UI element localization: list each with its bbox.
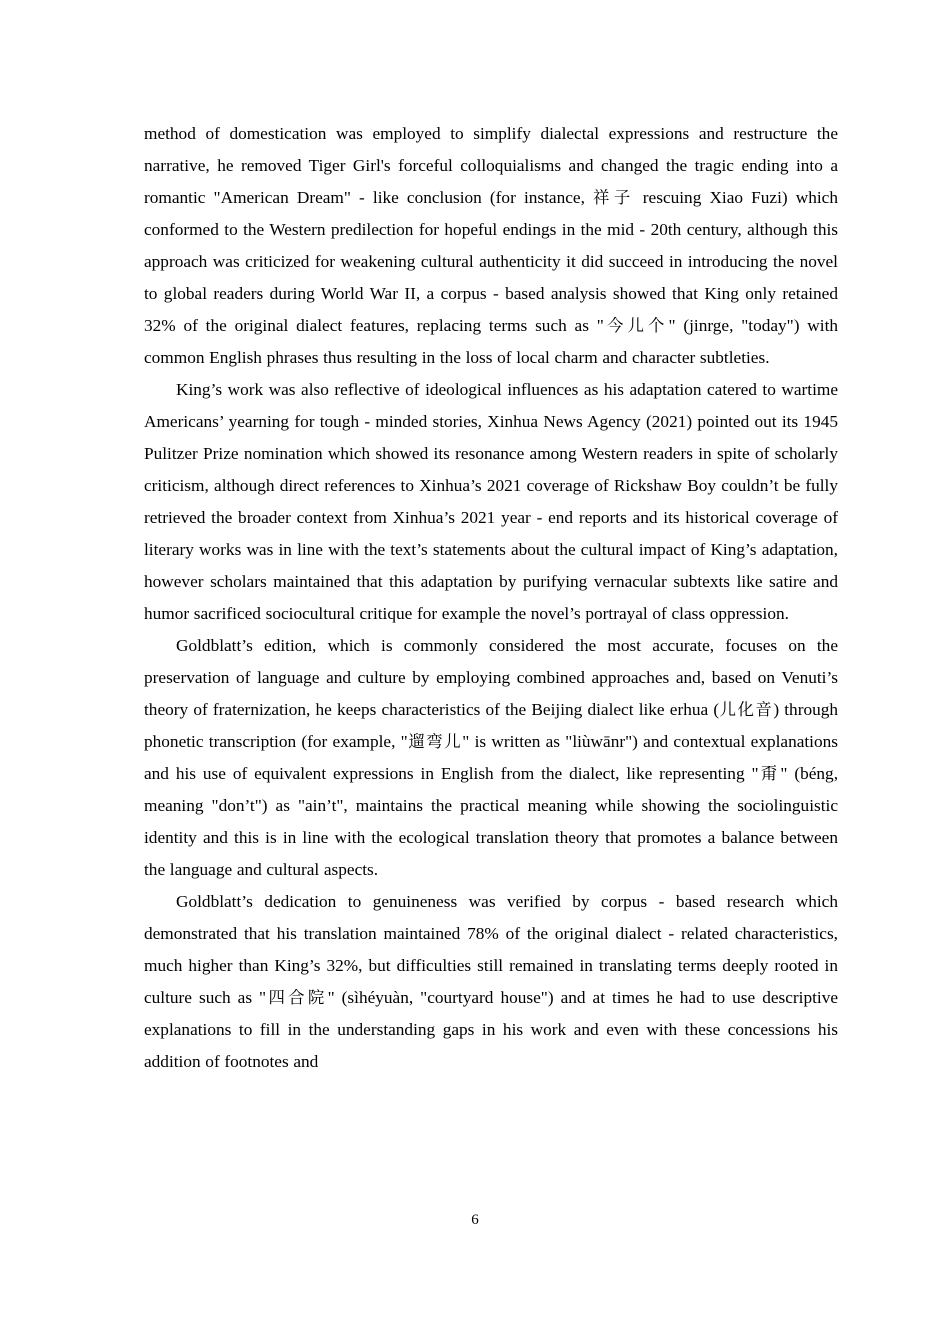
cjk-term: 四合院 [266, 988, 328, 1007]
cjk-term: 儿化音 [719, 700, 774, 719]
para-king-domestication: method of domestication was employed to simplify dialectal expressions and restructure the narrative, he removed Tiger Girl's forceful colloquialisms and changed the tragic ending into a romantic "American Dream" - like conclusion (for instance, 祥子 rescuing Xiao Fuzi) which conformed to the Western predilection for hopeful endings in the mid - 20th century, although this approach was criticized for weakening cultural authenticity it did succeed in introducing the novel to global readers during World War II, a corpus - based analysis showed that King only retained 32% of the original dialect features, replacing terms such as "今儿个" (jinrge, "today") with common English phrases thus resulting in the loss of local charm and character subtleties. [144, 124, 839, 367]
para-king-ideology: King’s work was also reflective of ideological influences as his adaptation catered to wartime Americans’ yearning for tough - minded stories, Xinhua News Agency (2021) pointed out its 1945 Pulitzer Prize nomination which showed its resonance among Western readers in spite of scholarly criticism, although direct references to Xinhua’s 2021 coverage of Rickshaw Boy couldn’t be fully retrieved the broader context from Xinhua’s 2021 year - end reports and its historical coverage of literary works was in line with the text’s statements about the cultural impact of King’s adaptation, however scholars maintained that this adaptation by purifying vernacular subtexts like satire and humor sacrificed sociocultural critique for example the novel’s portrayal of class oppression. [144, 380, 838, 623]
cjk-term: 遛弯儿 [407, 732, 463, 751]
cjk-term: 祥子 [593, 188, 635, 207]
para-goldblatt-edition: Goldblatt’s edition, which is commonly considered the most accurate, focuses on the preservation of language and culture by employing combined approaches and, based on Venuti’s theory of fraternization, he keeps characteristics of the Beijing dialect like erhua (儿化音) through phonetic transcription (for example, "遛弯儿" is written as "liùwānr") and contextual explanations and his use of equivalent expressions in English from the dialect, like representing "甭" (béng, meaning "don’t") as "ain’t", maintains the practical meaning while showing the sociolinguistic identity and this is in line with the ecological translation theory that promotes a balance between the language and cultural aspects. [144, 636, 839, 879]
cjk-term: 今儿个 [603, 316, 669, 335]
body-text-column [144, 118, 838, 1078]
para-goldblatt-corpus: Goldblatt’s dedication to genuineness was verified by corpus - based research which demonstrated that his translation maintained 78% of the original dialect - related characteristics, much higher than King’s 32%, but difficulties still remained in translating terms deeply rooted in culture such as "四合院" (sìhéyuàn, "courtyard house") and at times he had to use descriptive explanations to fill in the understanding gaps in his work and even with these concessions his addition of footnotes and [144, 892, 839, 1071]
page-number: 6 [471, 1212, 479, 1228]
cjk-term: 甭 [758, 764, 781, 783]
